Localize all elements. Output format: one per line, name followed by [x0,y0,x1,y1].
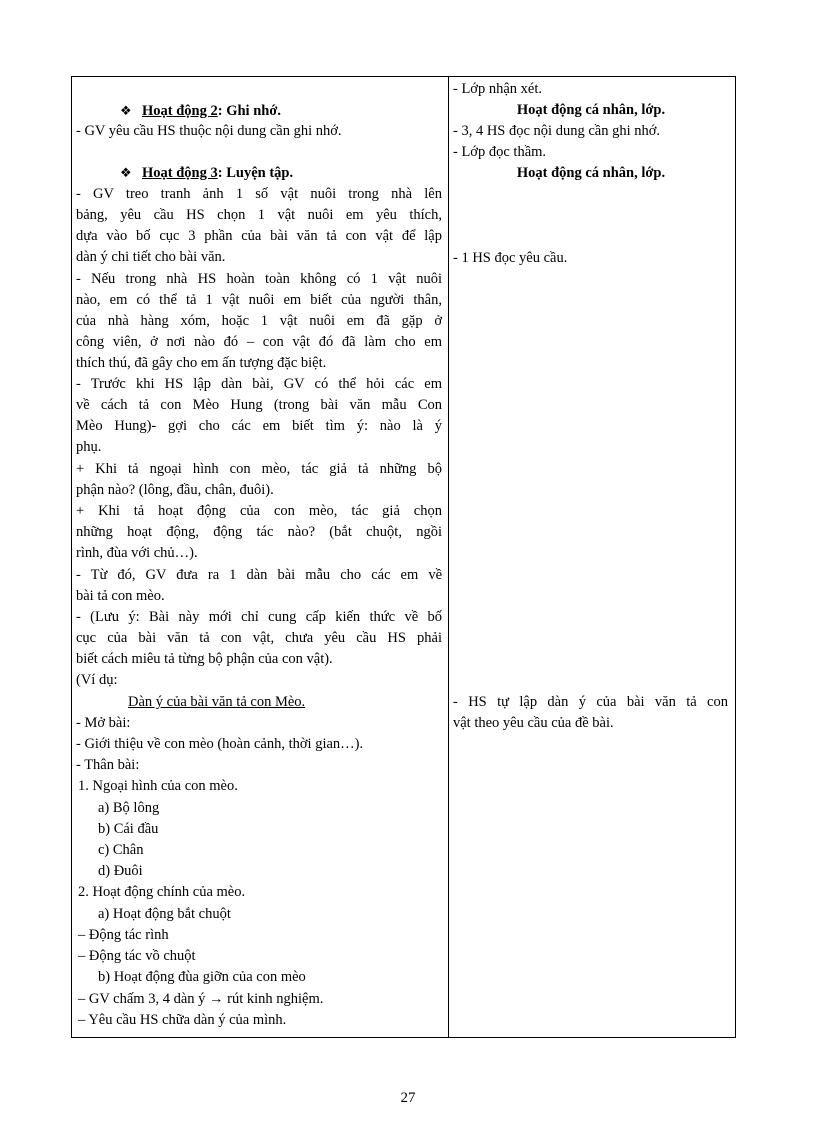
student-note: - 1 HS đọc yêu cầu. [453,250,568,266]
outline-subitem: c) Chân [98,842,144,858]
outline-item: 1. Ngoại hình của con mèo. [78,778,238,794]
column-divider [448,77,449,1037]
paragraph-line: dàn ý chi tiết cho bài văn. [76,249,226,265]
paragraph-line: những hoạt động, động tác nào? (bắt chuột, ngồi [76,524,442,540]
diamond-star-bullet-icon: ❖ [120,166,132,181]
student-note: - Lớp nhận xét. [453,81,543,97]
student-note: - 3, 4 HS đọc nội dung cần ghi nhớ. [453,123,661,139]
paragraph-line: biết cách miêu tả từng bộ phận của con vật). [76,651,333,667]
paragraph-line: về cách tả con Mèo Hung (trong bài văn mẫu Con [76,397,442,413]
student-note: - HS tự lập dàn ý của bài văn tả con [453,694,728,710]
student-note: vật theo yêu cầu của đề bài. [453,715,614,731]
paragraph-line: - Trước khi HS lập dàn bài, GV có thể hỏi các em [76,376,442,392]
paragraph-line: phận nào? (lông, đầu, chân, đuôi). [76,482,274,498]
page-number: 27 [400,1090,416,1106]
outline-subitem: b) Hoạt động đùa giỡn của con mèo [98,969,306,985]
paragraph-line: thích thú, đã gây cho em ấn tượng đặc biệt. [76,355,327,371]
paragraph-line: bảng, yêu cầu HS chọn 1 vật nuôi em yêu thích, [76,207,442,223]
outline-body-label: - Thân bài: [76,757,140,773]
outline-dash-item: – Động tác rình [78,927,169,943]
example-label: (Ví dụ: [76,672,118,688]
student-note: - Lớp đọc thầm. [453,144,547,160]
outline-dash-item: – GV chấm 3, 4 dàn ý → rút kinh nghiệm. [78,991,324,1007]
paragraph-line: - (Lưu ý: Bài này mới chỉ cung cấp kiến thức về bố [76,609,442,625]
paragraph-line: + Khi tả hoạt động của con mèo, tác giả chọn [76,503,442,519]
paragraph-line: rình, đùa với chủ…). [76,545,198,561]
outline-subitem: b) Cái đầu [98,821,159,837]
paragraph-line: + Khi tả ngoại hình con mèo, tác giả tả những bộ [76,461,442,477]
activity-3-heading: ❖ Hoạt động 3: Luyện tập. [120,165,294,181]
outline-subitem: d) Đuôi [98,863,143,879]
paragraph-line: Mèo Hung)- gợi cho các em biết tìm ý: nào là ý [76,418,442,434]
outline-dash-item: – Yêu cầu HS chữa dàn ý của mình. [78,1012,287,1028]
outline-title: Dàn ý của bài văn tả con Mèo. [128,694,306,710]
paragraph-line: - GV treo tranh ảnh 1 số vật nuôi trong nhà lên [76,186,442,202]
paragraph-line: dựa vào bố cục 3 phần của bài văn tả con vật để lập [76,228,442,244]
activity-2-heading: ❖ Hoạt động 2: Ghi nhớ. [120,103,281,119]
outline-item: 2. Hoạt động chính của mèo. [78,884,246,900]
paragraph-line: nào, em có thể tả 1 vật nuôi em biết của người thân, [76,292,442,308]
paragraph-line: công viên, ở nơi nào đó – con vật đó đã làm cho em [76,334,442,350]
outline-subitem: a) Hoạt động bắt chuột [98,906,231,922]
paragraph-line: - Từ đó, GV đưa ra 1 dàn bài mẫu cho các em về [76,567,442,583]
activity-type-label: Hoạt động cá nhân, lớp. [516,102,666,118]
diamond-star-bullet-icon: ❖ [120,104,132,119]
paragraph-line: cục của bài văn tả con vật, chưa yêu cầu HS phải [76,630,442,646]
outline-intro-detail: - Giới thiệu về con mèo (hoàn cảnh, thời gian…). [76,736,364,752]
paragraph-line: - Nếu trong nhà HS hoàn toàn không có 1 vật nuôi [76,271,442,287]
outline-intro-label: - Mở bài: [76,715,131,731]
paragraph-line: bài tả con mèo. [76,588,165,604]
activity-type-label: Hoạt động cá nhân, lớp. [516,165,666,181]
paragraph-line: của nhà hàng xóm, hoặc 1 vật nuôi em đã gặp ở [76,313,442,329]
paragraph-line: phụ. [76,439,102,455]
lesson-table [71,76,736,1038]
outline-subitem: a) Bộ lông [98,800,160,816]
activity-2-text: - GV yêu cầu HS thuộc nội dung cần ghi nhớ. [76,123,342,139]
outline-dash-item: – Động tác vồ chuột [78,948,196,964]
